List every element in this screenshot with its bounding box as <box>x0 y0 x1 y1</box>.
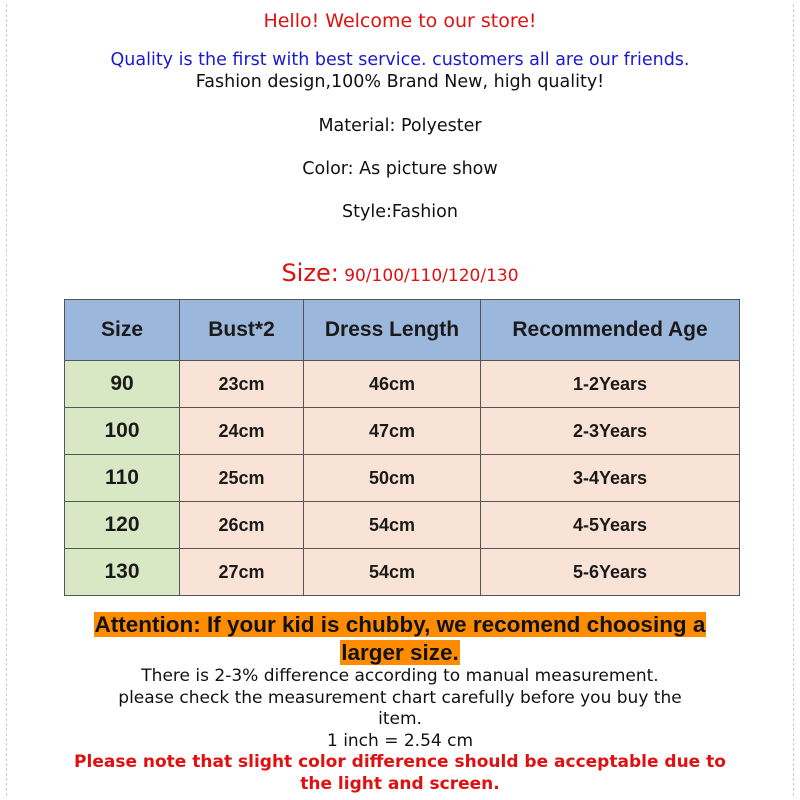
size-heading <box>0 259 800 287</box>
welcome-text: Hello! Welcome to our store! <box>263 10 537 32</box>
cell-bust: 25cm <box>180 455 304 502</box>
quality-text: Quality is the first with best service. customers all are our friends. <box>110 50 690 70</box>
cell-size: 100 <box>65 408 180 455</box>
note-line-3: item. <box>378 709 422 729</box>
cell-dress-length: 54cm <box>304 549 481 596</box>
cell-age: 4-5Years <box>481 502 740 549</box>
cell-age: 5-6Years <box>481 549 740 596</box>
header-bust: Bust*2 <box>180 300 304 361</box>
warning-line-2: the light and screen. <box>300 773 500 794</box>
color-text: Color: As picture show <box>302 159 498 179</box>
cell-bust: 26cm <box>180 502 304 549</box>
cell-age: 3-4Years <box>481 455 740 502</box>
cell-bust: 24cm <box>180 408 304 455</box>
cell-size: 130 <box>65 549 180 596</box>
table-row <box>65 455 740 502</box>
table-row <box>65 502 740 549</box>
measurement-notes <box>0 666 800 752</box>
cell-dress-length: 50cm <box>304 455 481 502</box>
size-heading-label: Size: <box>281 259 339 287</box>
attention-line-1: Attention: If your kid is chubby, we recomend choosing a <box>94 612 706 637</box>
size-chart-table <box>64 299 740 596</box>
cell-dress-length: 54cm <box>304 502 481 549</box>
note-line-1: There is 2-3% difference according to manual measurement. <box>141 666 659 686</box>
note-line-4: 1 inch = 2.54 cm <box>326 730 474 751</box>
table-row <box>65 408 740 455</box>
table-row <box>65 549 740 596</box>
header-dress-length: Dress Length <box>304 300 481 361</box>
material-text: Material: Polyester <box>318 116 482 136</box>
cell-size: 90 <box>65 361 180 408</box>
color-warning <box>0 752 800 795</box>
cell-size: 110 <box>65 455 180 502</box>
attention-notice <box>0 611 800 667</box>
cell-age: 2-3Years <box>481 408 740 455</box>
header-recommended-age: Recommended Age <box>481 300 740 361</box>
cell-dress-length: 46cm <box>304 361 481 408</box>
cell-dress-length: 47cm <box>304 408 481 455</box>
style-text: Style:Fashion <box>342 202 458 222</box>
cell-age: 1-2Years <box>481 361 740 408</box>
header-size: Size <box>65 300 180 361</box>
attention-line-2: larger size. <box>341 640 459 665</box>
cell-bust: 27cm <box>180 549 304 596</box>
table-row <box>65 361 740 408</box>
cell-size: 120 <box>65 502 180 549</box>
warning-line-1: Please note that slight color difference should be acceptable due to <box>74 752 726 772</box>
table-header-row <box>65 300 740 361</box>
size-heading-values: 90/100/110/120/130 <box>338 266 519 286</box>
cell-bust: 23cm <box>180 361 304 408</box>
fashion-text: Fashion design,100% Brand New, high quality! <box>195 72 605 92</box>
note-line-2: please check the measurement chart carefully before you buy the <box>118 687 682 708</box>
